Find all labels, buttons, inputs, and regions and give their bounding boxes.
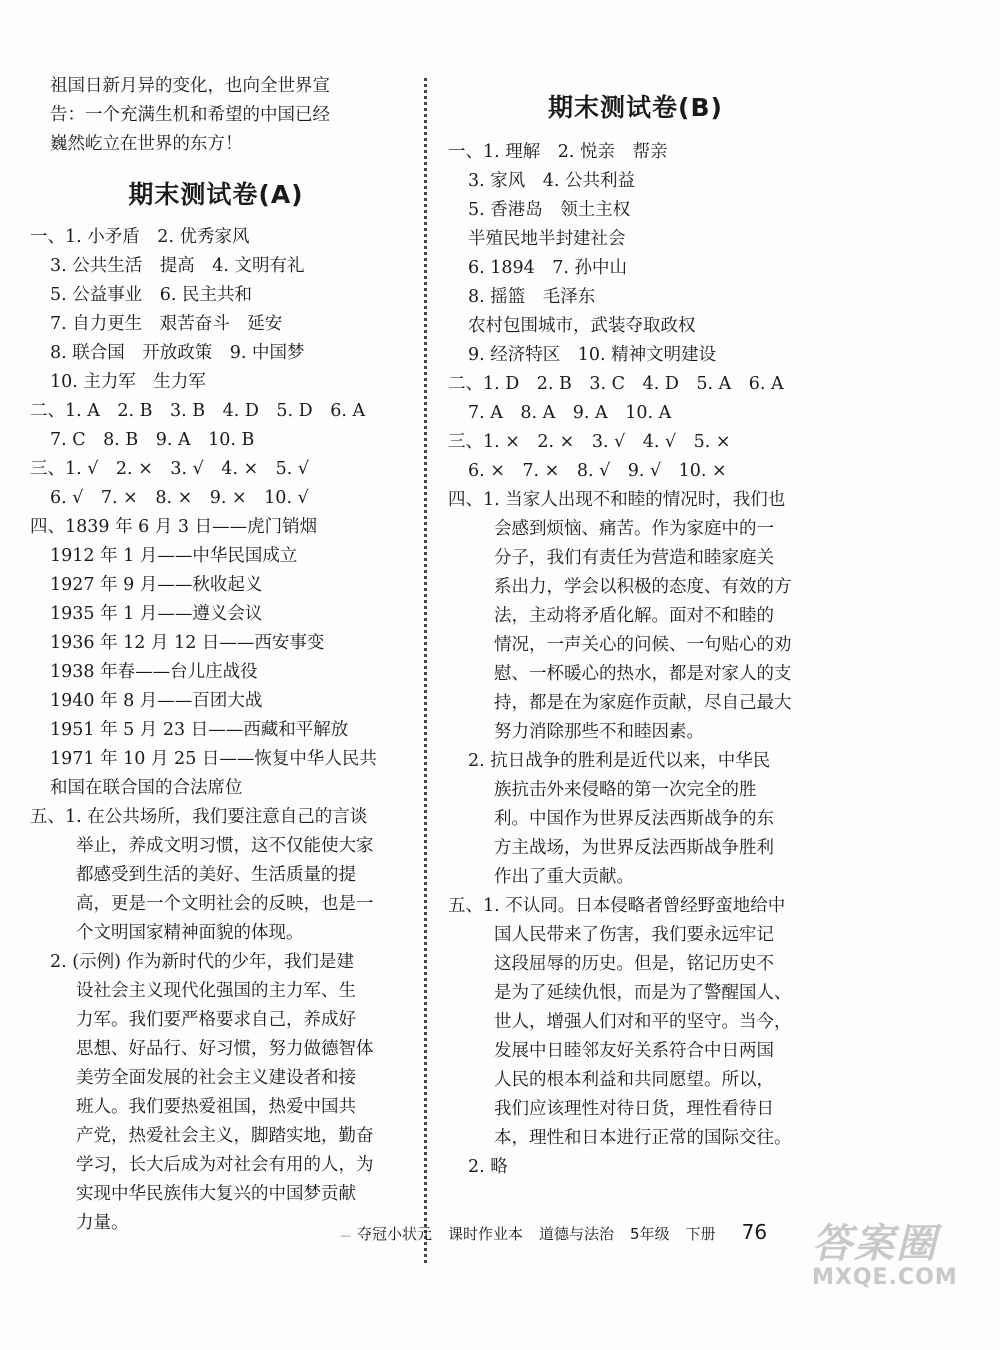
- section-3: [448, 428, 823, 486]
- answer-line: 2. 抗日战争的胜利是近代以来，中华民: [468, 751, 771, 771]
- answer-line: 方主战场，为世界反法西斯战争胜利: [494, 838, 774, 858]
- answer-line: 高，更是一个文明社会的反映，也是一: [76, 894, 374, 914]
- answer-line: 是为了延续仇恨，而是为了警醒国人、: [494, 983, 792, 1003]
- answer-line: 都感受到生活的美好、生活质量的提: [76, 865, 356, 885]
- timeline-item: 1938 年春——台儿庄战役: [50, 662, 258, 682]
- answer-line: 持，都是在为家庭作贡献，尽自己最大: [494, 693, 792, 713]
- answer-line: 五、1. 在公共场所，我们要注意自己的言谈: [30, 807, 368, 827]
- text-line: 祖国日新月异的变化，也向全世界宣: [50, 76, 330, 96]
- answer-line: 7. 自力更生 艰苦奋斗 延安: [50, 314, 283, 334]
- answer-line: 二、1. A 2. B 3. B 4. D 5. D 6. A: [30, 401, 366, 421]
- answer-line: 人民的根本利益和共同愿望。所以，: [494, 1070, 774, 1090]
- test-a-title: 期末测试卷(A): [128, 180, 304, 209]
- answer-line: 族抗击外来侵略的第一次完全的胜: [494, 780, 757, 800]
- section-3: [30, 455, 402, 513]
- answer-line: 5. 香港岛 领土主权: [468, 200, 631, 220]
- footer-subject: 道德与法治: [539, 1225, 615, 1243]
- answer-line: 6. 1894 7. 孙中山: [468, 258, 628, 278]
- answer-line: 产党，热爱社会主义，脚踏实地，勤奋: [76, 1126, 374, 1146]
- timeline-item: 1935 年 1 月——遵义会议: [50, 604, 263, 624]
- timeline-item: 1912 年 1 月——中华民国成立: [50, 546, 298, 566]
- timeline-item: 1951 年 5 月 23 日——西藏和平解放: [50, 720, 349, 740]
- answer-line: 利。中国作为世界反法西斯战争的东: [494, 809, 774, 829]
- answer-line: 思想、好品行、好习惯，努力做德智体: [76, 1039, 374, 1059]
- answer-line: 本，理性和日本进行正常的国际交往。: [494, 1128, 792, 1148]
- answer-line: 9. 经济特区 10. 精神文明建设: [468, 345, 717, 365]
- answer-line: 半殖民地半封建社会: [468, 229, 626, 249]
- answer-line: 国人民带来了伤害，我们要永远牢记: [494, 925, 774, 945]
- answer-line: 我们应该理性对待日货，理性看待日: [494, 1099, 774, 1119]
- answer-line: 系出力，学会以积极的态度、有效的方: [494, 577, 792, 597]
- timeline-item: 四、1839 年 6 月 3 日——虎门销烟: [30, 517, 318, 537]
- dash-mark-icon: —: [340, 1229, 351, 1242]
- answer-line: 6. × 7. × 8. √ 9. √ 10. ×: [468, 461, 727, 481]
- answer-line: 8. 联合国 开放政策 9. 中国梦: [50, 343, 305, 363]
- answer-line: 五、1. 不认同。日本侵略者曾经野蛮地给中: [448, 896, 786, 916]
- answer-line: 力军。我们要严格要求自己，养成好: [76, 1010, 356, 1030]
- answer-line: 学习，长大后成为对社会有用的人，为: [76, 1155, 374, 1175]
- page-number: 76: [741, 1220, 768, 1244]
- answer-line: 实现中华民族伟大复兴的中国梦贡献: [76, 1184, 356, 1204]
- timeline-item: 1971 年 10 月 25 日——恢复中华人民共: [50, 749, 377, 769]
- answer-line: 7. C 8. B 9. A 10. B: [50, 430, 255, 450]
- answer-line: 班人。我们要热爱祖国，热爱中国共: [76, 1097, 356, 1117]
- left-column: [30, 72, 402, 1238]
- answer-line: 二、1. D 2. B 3. C 4. D 5. A 6. A: [448, 374, 784, 394]
- answer-line: 个文明国家精神面貌的体现。: [76, 923, 304, 943]
- answer-line: 会感到烦恼、痛苦。作为家庭中的一: [494, 519, 774, 539]
- answer-line: 三、1. × 2. × 3. √ 4. √ 5. ×: [448, 432, 731, 452]
- column-divider: [424, 78, 427, 1263]
- footer-series: 课时作业本: [448, 1225, 524, 1243]
- answer-line: 6. √ 7. × 8. × 9. × 10. √: [50, 488, 309, 508]
- answer-line: 世人，增强人们对和平的坚守。当今，: [494, 1012, 792, 1032]
- section-4-timeline: [30, 513, 402, 803]
- section-2: [30, 397, 402, 455]
- footer-volume: 下册: [685, 1225, 716, 1243]
- timeline-item: 1927 年 9 月——秋收起义: [50, 575, 263, 595]
- answer-line: 法，主动将矛盾化解。面对不和睦的: [494, 606, 774, 626]
- answer-line: 2. 略: [468, 1157, 508, 1177]
- timeline-item: 1936 年 12 月 12 日——西安事变: [50, 633, 325, 653]
- answer-line: 一、1. 理解 2. 悦亲 帮亲: [448, 142, 668, 162]
- watermark-logo: [812, 1212, 958, 1290]
- section-1: [448, 138, 823, 370]
- answer-line: 努力消除那些不和睦因素。: [494, 722, 704, 742]
- answer-line: 三、1. √ 2. × 3. √ 4. × 5. √: [30, 459, 310, 479]
- answer-line: 7. A 8. A 9. A 10. A: [468, 403, 672, 423]
- text-line: 告：一个充满生机和希望的中国已经: [50, 105, 330, 125]
- test-b-title: 期末测试卷(B): [548, 93, 723, 122]
- answer-line: 作出了重大贡献。: [494, 867, 634, 887]
- answer-line: 四、1. 当家人出现不和睦的情况时，我们也: [448, 490, 786, 510]
- answer-line: 3. 公共生活 提高 4. 文明有礼: [50, 256, 305, 276]
- section-2: [448, 370, 823, 428]
- answer-line: 10. 主力军 生力军: [50, 372, 206, 392]
- footer-brand: 夺冠小状元: [357, 1225, 433, 1243]
- right-column: [448, 72, 823, 1182]
- answer-line: 一、1. 小矛盾 2. 优秀家风: [30, 227, 250, 247]
- answer-line: 情况，一声关心的问候、一句贴心的劝: [494, 635, 792, 655]
- answer-line: 2. (示例) 作为新时代的少年，我们是建: [50, 952, 354, 972]
- section-5: [448, 892, 823, 1182]
- answer-line: 慰、一杯暖心的热水，都是对家人的支: [494, 664, 792, 684]
- intro-paragraph: [30, 72, 402, 159]
- answer-line: 发展中日睦邻友好关系符合中日两国: [494, 1041, 774, 1061]
- answer-line: 举止，养成文明习惯，这不仅能使大家: [76, 836, 374, 856]
- footer-grade: 5年级: [630, 1225, 670, 1243]
- watermark-logo-text: 答案圈: [812, 1221, 938, 1267]
- answer-line: 设社会主义现代化强国的主力军、生: [76, 981, 356, 1001]
- answer-line: 8. 摇篮 毛泽东: [468, 287, 596, 307]
- answer-line: 美劳全面发展的社会主义建设者和接: [76, 1068, 356, 1088]
- page-footer: [340, 1220, 810, 1244]
- timeline-item: 和国在联合国的合法席位: [50, 778, 243, 798]
- answer-line: 3. 家风 4. 公共利益: [468, 171, 636, 191]
- timeline-item: 1940 年 8 月——百团大战: [50, 691, 263, 711]
- answer-line: 这段屈辱的历史。但是，铭记历史不: [494, 954, 774, 974]
- watermark-url: MXQE.COM: [812, 1265, 958, 1290]
- answer-line: 农村包围城市，武装夺取政权: [468, 316, 696, 336]
- section-4: [448, 486, 823, 892]
- answer-line: 分子，我们有责任为营造和睦家庭关: [494, 548, 774, 568]
- answer-line: 5. 公益事业 6. 民主共和: [50, 285, 253, 305]
- answer-line: 力量。: [76, 1213, 129, 1233]
- text-line: 巍然屹立在世界的东方！: [50, 134, 243, 154]
- section-5: [30, 803, 402, 1238]
- section-1: [30, 223, 402, 397]
